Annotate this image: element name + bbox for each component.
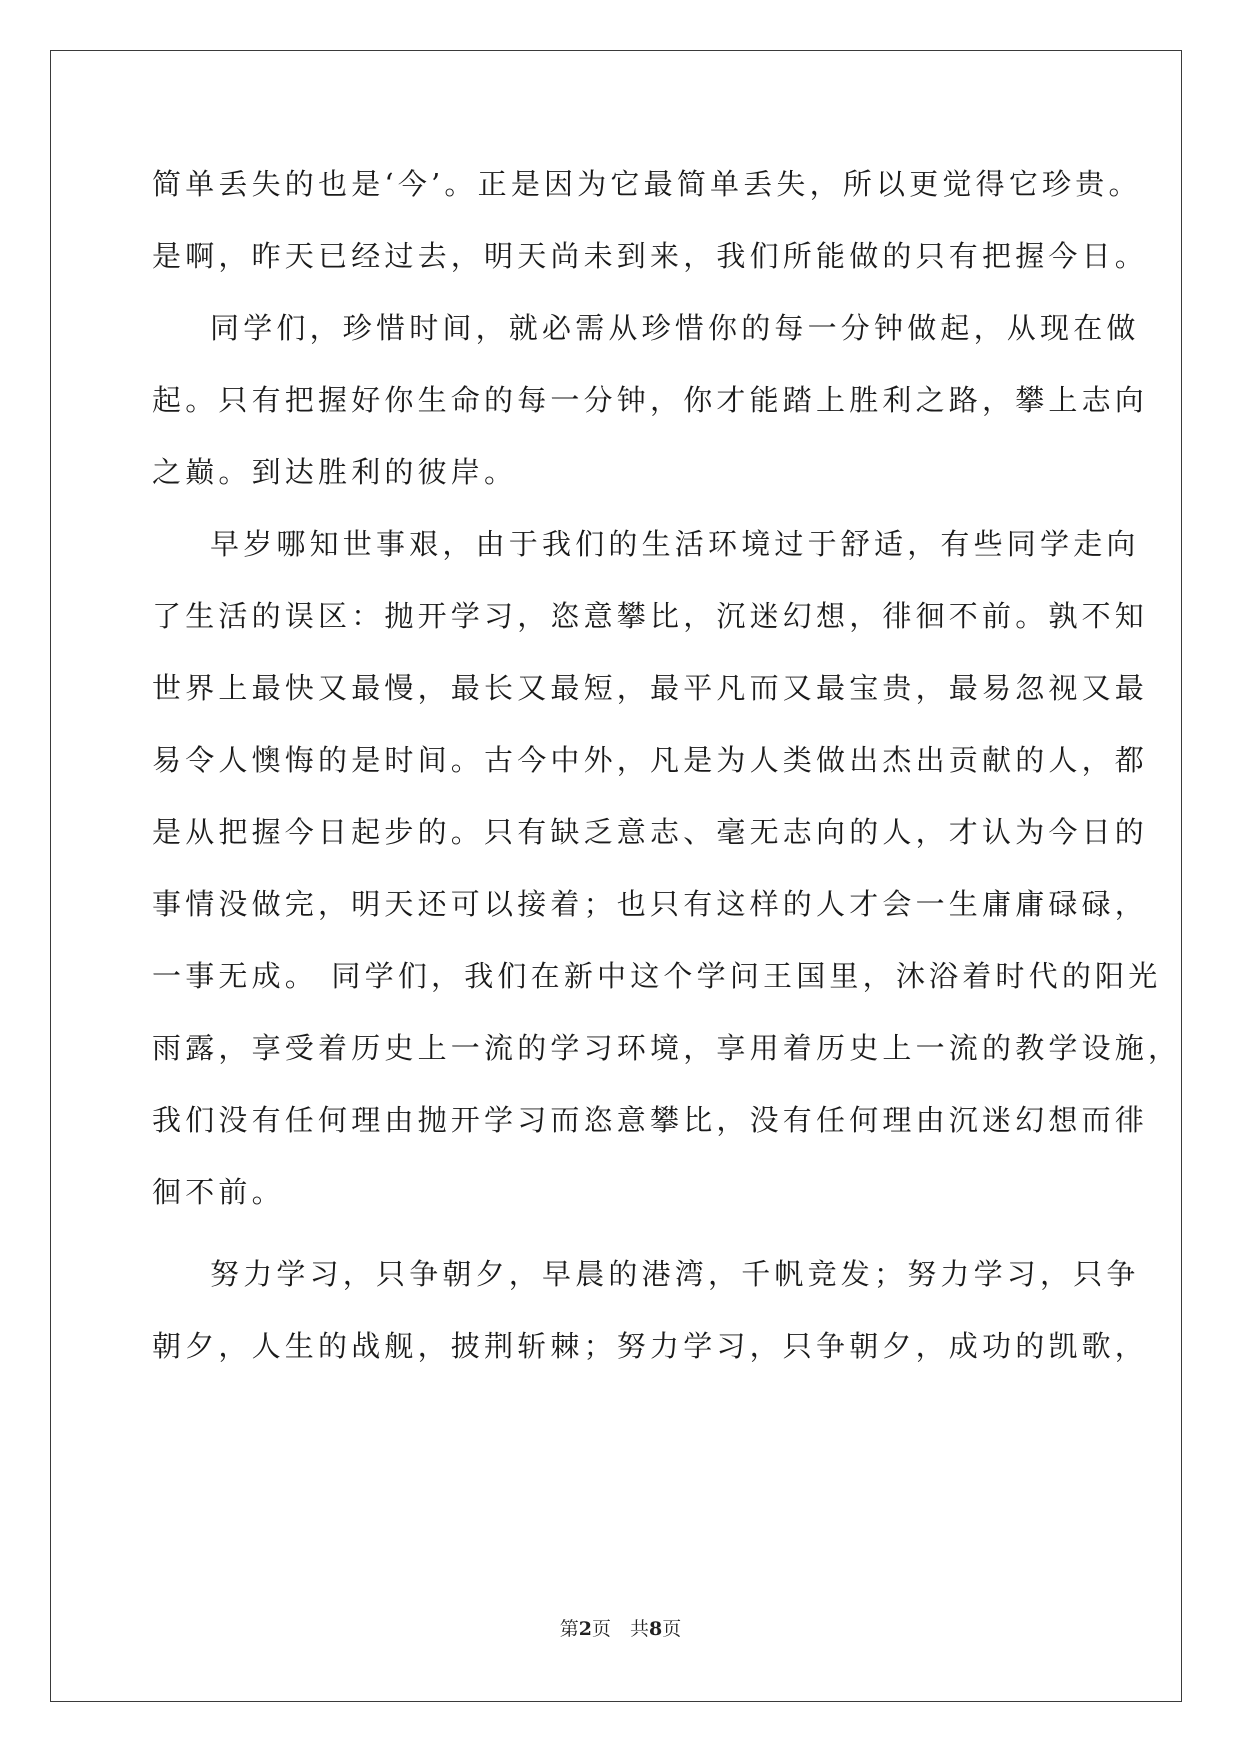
- page-number-prefix: 第: [559, 1618, 579, 1640]
- text-line: 了生活的误区：抛开学习，恣意攀比，沉迷幻想，徘徊不前。孰不知: [152, 599, 1149, 633]
- text-line: 简单丢失的也是‘今’。正是因为它最简单丢失，所以更觉得它珍贵。: [152, 167, 1142, 201]
- text-line: 世界上最快又最慢，最长又最短，最平凡而又最宝贵，最易忽视又最: [152, 671, 1149, 705]
- total-pages-number: 8: [649, 1618, 663, 1640]
- current-page-number: 2: [578, 1618, 592, 1640]
- page-border: [50, 50, 1182, 1702]
- paragraph-first-line: 努力学习，只争朝夕，早晨的港湾，千帆竞发；努力学习，只争: [210, 1257, 1140, 1291]
- text-line: 是从把握今日起步的。只有缺乏意志、毫无志向的人，才认为今日的: [152, 815, 1149, 849]
- text-line: 徊不前。: [152, 1175, 285, 1209]
- paragraph-first-line: 早岁哪知世事艰，由于我们的生活环境过于舒适，有些同学走向: [210, 527, 1140, 561]
- text-line: 我们没有任何理由抛开学习而恣意攀比，没有任何理由沉迷幻想而徘: [152, 1103, 1149, 1137]
- text-line: 朝夕，人生的战舰，披荆斩棘；努力学习，只争朝夕，成功的凯歌，: [152, 1329, 1149, 1363]
- text-line: 之巅。到达胜利的彼岸。: [152, 455, 518, 489]
- text-line: 易令人懊悔的是时间。古今中外，凡是为人类做出杰出贡献的人，都: [152, 743, 1149, 777]
- text-line: 事情没做完，明天还可以接着；也只有这样的人才会一生庸庸碌碌，: [152, 887, 1149, 921]
- text-line: 一事无成。 同学们，我们在新中这个学问王国里，沐浴着时代的阳光: [152, 959, 1162, 993]
- page-number-suffix: 页: [662, 1618, 682, 1640]
- paragraph-first-line: 同学们，珍惜时间，就必需从珍惜你的每一分钟做起，从现在做: [210, 311, 1140, 345]
- text-line: 起。只有把握好你生命的每一分钟，你才能踏上胜利之路，攀上志向: [152, 383, 1149, 417]
- page-footer: [0, 1617, 1241, 1641]
- page-number-mid: 页 共: [591, 1618, 649, 1640]
- text-line: 雨露，享受着历史上一流的学习环境，享用着历史上一流的教学设施，: [152, 1031, 1182, 1065]
- text-line: 是啊，昨天已经过去，明天尚未到来，我们所能做的只有把握今日。: [152, 239, 1149, 273]
